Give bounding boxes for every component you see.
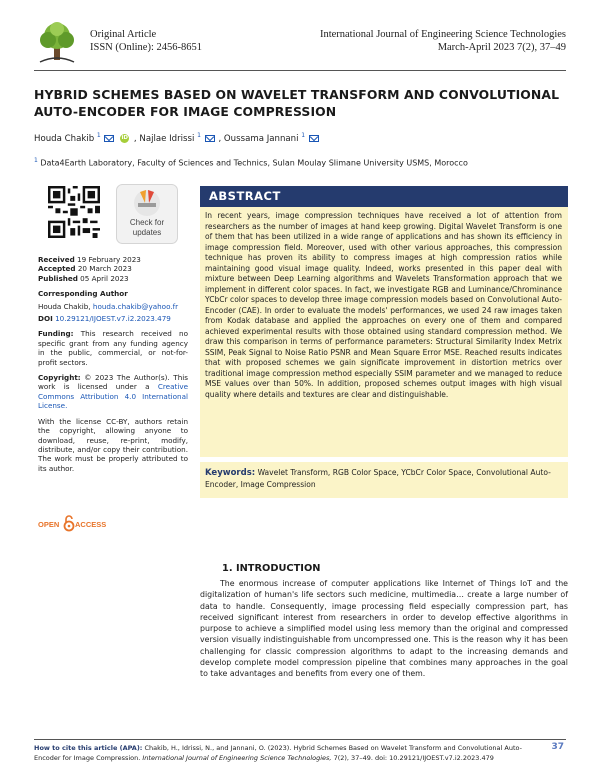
author-name: , Najlae Idrissi [133, 133, 195, 144]
page-number: 37 [551, 742, 564, 752]
footer-divider [34, 739, 566, 740]
header-divider [34, 70, 566, 71]
author-email-link[interactable]: houda.chakib@yahoo.fr [92, 301, 179, 311]
license-link[interactable]: Creative Commons Attribution 4.0 International License. [38, 382, 188, 411]
open-lock-icon [65, 516, 74, 531]
journal-logo-tree-icon [34, 20, 80, 66]
email-icon[interactable] [309, 135, 319, 142]
badge-line1: Check for [129, 218, 165, 227]
section-heading-introduction: 1. INTRODUCTION [222, 563, 321, 574]
journal-info-block [320, 28, 566, 54]
affiliation-marker: 1 [301, 132, 306, 139]
open-access-open: OPEN [38, 520, 60, 529]
check-for-updates-badge[interactable] [116, 184, 178, 244]
introduction-paragraph: The enormous increase of computer applications like Internet of Things IoT and the digitalization of human's life sectors such medicine, multimedia… create a large number of data to handle. Consequently, image processing field especially compression part, has received significant interest from researchers in order to develop effective algorithms in purpose to achieve a simplified model using less memory than the original and compressed version visually indistinguishable from uncompressed one. This is the reason why it has been challenging for classic compression algorithms to adapt to the increasing demands and develop complete model compression pipeline that combines many approaches in the goal to take advantages and benefits from every one of them. [200, 579, 568, 679]
author-list [34, 132, 320, 144]
issn: ISSN (Online): 2456-8651 [90, 42, 202, 53]
paper-title: HYBRID SCHEMES BASED ON WAVELET TRANSFORM AND CONVOLUTIONAL AUTO-ENCODER FOR IMAGE COMPRESSION [34, 87, 560, 119]
author-name: , Oussama Jannani [218, 133, 299, 144]
orcid-icon[interactable]: iD [121, 134, 128, 141]
abstract-heading: ABSTRACT [200, 186, 568, 207]
open-access-logo [38, 514, 118, 534]
keywords-label: Keywords: [205, 468, 256, 478]
copyright-block: Copyright: © 2023 The Author(s). This work is licensed under a Creative Commons Attribution 4.0 International License. [38, 373, 188, 411]
email-icon[interactable] [205, 135, 215, 142]
open-access-access: ACCESS [75, 520, 107, 529]
page-header [34, 20, 566, 68]
corresponding-label: Corresponding Author [38, 289, 128, 299]
email-icon[interactable] [104, 135, 114, 142]
journal-issue: March-April 2023 7(2), 37–49 [437, 42, 566, 53]
funding-block: Funding: This research received no specific grant from any funding agency in the public, commercial, or not-for-profit sectors. [38, 329, 188, 367]
dates-block: Received 19 February 2023 Accepted 20 March 2023 Published 05 April 2023 [38, 255, 141, 283]
badge-line2: updates [132, 228, 162, 237]
article-type: Original Article [90, 29, 157, 40]
affiliation-marker: 1 [96, 132, 101, 139]
citation-block: How to cite this article (APA): Chakib, H., Idrissi, N., and Jannani, O. (2023). Hybrid Schemes Based on Wavelet Transform and Convolutional Auto-Encoder for Image Compression. International Journal of Engineering Science Technologies, 7(2), 37–49. doi: 10.29121/IJOEST.v7.i2.2023.479 [34, 744, 522, 762]
article-type-block [90, 28, 202, 54]
author-name: Houda Chakib [34, 133, 95, 144]
qr-code-icon[interactable] [48, 186, 100, 238]
keywords-text: Wavelet Transform, RGB Color Space, YCbCr Color Space, Convolutional Auto-Encoder, Image Compression [205, 468, 551, 489]
license-note: With the license CC-BY, authors retain the copyright, allowing anyone to download, reuse, re-print, modify, distribute, and/or copy their contribution. The work must be properly attributed to its author. [38, 416, 188, 473]
keywords-box [200, 462, 568, 498]
doi-link[interactable]: 10.29121/IJOEST.v7.i2.2023.479 [55, 314, 171, 324]
journal-name: International Journal of Engineering Science Technologies [319, 29, 566, 40]
check-for-updates-icon [116, 184, 178, 244]
affiliation-marker: 1 [197, 132, 201, 139]
article-info-sidebar [38, 255, 188, 479]
abstract-body: In recent years, image compression techniques have received a lot of attention from researchers as the number of images at hand keep growing. Digital Wavelet Transform is one of them that has been utilized in a wide range of applications and has shown its efficiency in image compression field. Moreover, used with other various approaches, this compression technique has proven its ability to compress images at high compression ratios while maintaining good visual image quality. Indeed, works presented in this paper deal with mixture between Deep Learning algorithms and Wavelets Transformation approach that we implement in different color spaces. In fact, we investigate RGB and Luminance/Chrominance YCbCr color spaces to develop three image compression models based on Convolutional Auto-Encoder (CAE). In order to evaluate the models' performances, we used 24 raw images taken from Kodak database and applied the approaches on every one of them and compared achieved experimental results with those obtained using standard compression method. We draw this comparison in terms of performance parameters: Structural Similarity Index Metrix SSIM, Peak Signal to Noise Ratio PSNR and Mean Square Error MSE. Reached results indicates that with proposed schemes we gain significate improvement in distortion metrics over traditional image compression method especially SSIM parameter and we managed to reduce MSE values over than 50%. In addition, proposed schemes output images with high visual quality where details and textures are clear and distinguishable. [200, 207, 568, 457]
corresponding-author-block: Corresponding Author Houda Chakib, houda.chakib@yahoo.fr DOI 10.29121/IJOEST.v7.i2.2023.479 [38, 289, 179, 324]
affiliation: $^1$ Data4Earth Laboratory, Faculty of Sciences and Technics, Sulan Moulay Slimane University USMS, Morocco [34, 157, 468, 168]
citation-label: How to cite this article (APA): [34, 744, 143, 752]
